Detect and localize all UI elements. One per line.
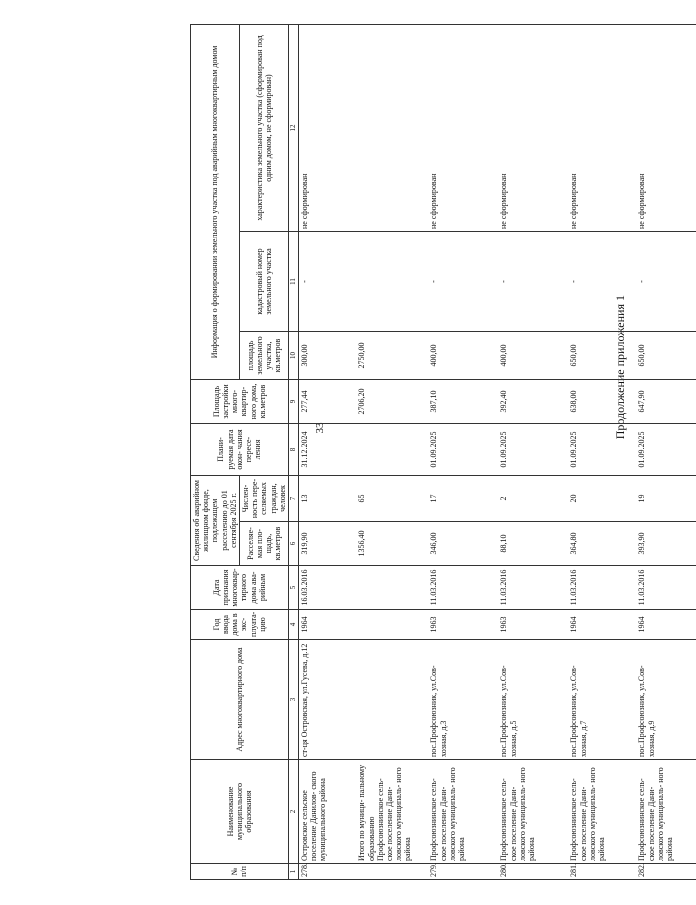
row-municipality: Островское сельское поселение Данилов- ского муниципального района (298, 760, 356, 864)
row-deadline: 01.09.2025 (636, 423, 696, 475)
row-year: 1964 (568, 610, 636, 640)
row-year: 1964 (298, 610, 356, 640)
colnum: 6 (288, 522, 298, 566)
row-cadastral: - (636, 231, 696, 331)
row-cadastral (356, 231, 428, 331)
table-row (428, 24, 498, 879)
row-area: 346,00 (428, 522, 498, 566)
row-deadline: 31.12.2024 (298, 423, 356, 475)
row-cadastral: - (568, 231, 636, 331)
row-people: 13 (298, 475, 356, 521)
row-num: 281. (568, 864, 636, 880)
row-municipality: Итого по муници- пальному образованию Профсоюзнинское сель- ское поселение Дани- ловского муниципаль- ного района (356, 760, 428, 864)
row-municipality: Профсоюзнинское сель- ское поселение Дани- ловского муниципаль- ного района (498, 760, 568, 864)
row-address: пос.Профсоюзник, ул.Сов- хозная, д.9 (636, 640, 696, 760)
row-deadline: 01.09.2025 (568, 423, 636, 475)
row-people: 20 (568, 475, 636, 521)
row-address (356, 640, 428, 760)
header-deadline: Плани- руемая дата окон- чания пересе- ления (191, 423, 289, 475)
row-num: 279. (428, 864, 498, 880)
column-numbers-row (288, 24, 298, 879)
colnum: 7 (288, 475, 298, 521)
colnum: 3 (288, 640, 298, 760)
row-people: 65 (356, 475, 428, 521)
colnum: 8 (288, 423, 298, 475)
table-row (298, 24, 356, 879)
row-recognition-date: 11.03.2016 (428, 566, 498, 610)
page-number: 33 (314, 422, 326, 434)
row-recognition-date: 11.03.2016 (498, 566, 568, 610)
row-land-characteristic: не сформирован (498, 24, 568, 231)
header-area: Расселяе- мая пло- щадь, кв.метров (239, 522, 288, 566)
row-land-area: 400,00 (498, 331, 568, 379)
colnum: 10 (288, 331, 298, 379)
row-recognition-date: 11.03.2016 (636, 566, 696, 610)
colnum: 4 (288, 610, 298, 640)
table-row (498, 24, 568, 879)
row-municipality: Профсоюзнинское сель- ское поселение Дани- ловского муниципаль- ного района (428, 760, 498, 864)
header-people: Числен- ность пере- селяемых граждан, человек (239, 475, 288, 521)
row-area: 319,90 (298, 522, 356, 566)
row-num: 282. (636, 864, 696, 880)
row-municipality: Профсоюзнинское сель- ское поселение Дани- ловского муниципаль- ного района (568, 760, 636, 864)
colnum: 2 (288, 760, 298, 864)
row-deadline: 01.09.2025 (498, 423, 568, 475)
header-year: Год ввода дома в экс- плуата- цию (191, 610, 289, 640)
colnum: 5 (288, 566, 298, 610)
row-build-area: 638,00 (568, 379, 636, 423)
header-build-area: Площадь застройки много- квартир- ного дома, кв.метров (191, 379, 289, 423)
header-recognition-date: Дата признания многоквар- тирного дома ава- рийным (191, 566, 289, 610)
header-cadastral: кадастровый номер земельного участка (239, 231, 288, 331)
row-cadastral: - (298, 231, 356, 331)
row-recognition-date: 16.03.2016 (298, 566, 356, 610)
header-emergency-fund-group: Сведения об аварийном жилищном фонде, подлежащем расселению до 01 сентября 2025 г. (191, 475, 240, 565)
row-people: 19 (636, 475, 696, 521)
row-area: 88,10 (498, 522, 568, 566)
row-year: 1963 (428, 610, 498, 640)
row-people: 17 (428, 475, 498, 521)
row-land-area: 650,00 (636, 331, 696, 379)
row-land-area: 2750,00 (356, 331, 428, 379)
continuation-caption: Продолжение приложения 1 (613, 295, 627, 440)
colnum: 11 (288, 231, 298, 331)
row-area: 364,80 (568, 522, 636, 566)
table-row-total (356, 24, 428, 879)
row-area: 393,90 (636, 522, 696, 566)
row-deadline: 01.09.2025 (428, 423, 498, 475)
row-land-area: 300,00 (298, 331, 356, 379)
housing-register-table (190, 24, 696, 880)
row-build-area: 2706,20 (356, 379, 428, 423)
row-address: пос.Профсоюзник, ул.Сов- хозная, д.5 (498, 640, 568, 760)
row-land-area: 650,00 (568, 331, 636, 379)
colnum: 9 (288, 379, 298, 423)
row-land-characteristic: не сформирован (298, 24, 356, 231)
row-address: пос.Профсоюзник, ул.Сов- хозная, д.3 (428, 640, 498, 760)
row-address: пос.Профсоюзник, ул.Сов- хозная, д.7 (568, 640, 636, 760)
row-recognition-date: 11.03.2016 (568, 566, 636, 610)
row-build-area: 277,44 (298, 379, 356, 423)
row-year (356, 610, 428, 640)
row-year: 1963 (498, 610, 568, 640)
row-build-area: 392,40 (498, 379, 568, 423)
row-address: ст-ця Островская, ул.Гусева, д.12 (298, 640, 356, 760)
row-area: 1356,40 (356, 522, 428, 566)
header-num: № п/п (191, 864, 289, 880)
row-num: 280. (498, 864, 568, 880)
colnum: 1 (288, 864, 298, 880)
row-num (356, 864, 428, 880)
header-land-area: площадь земельного участка, кв.метров (239, 331, 288, 379)
colnum: 12 (288, 24, 298, 231)
row-year: 1964 (636, 610, 696, 640)
header-land-characteristic: характеристика земельного участка (сформирован под одним домом, не сформирован) (239, 24, 288, 231)
row-land-characteristic: не сформирован (428, 24, 498, 231)
row-cadastral: - (428, 231, 498, 331)
row-cadastral: - (498, 231, 568, 331)
row-land-characteristic (356, 24, 428, 231)
row-num: 278. (298, 864, 356, 880)
row-build-area: 647,90 (636, 379, 696, 423)
row-people: 2 (498, 475, 568, 521)
row-land-characteristic: не сформирован (636, 24, 696, 231)
header-land-group: Информация о формировании земельного участка под аварийным многоквартирным домом (191, 24, 240, 379)
row-build-area: 387,10 (428, 379, 498, 423)
table-row (568, 24, 636, 879)
row-municipality: Профсоюзнинское сель- ское поселение Дани- ловского муниципаль- ного района (636, 760, 696, 864)
row-deadline (356, 423, 428, 475)
row-land-characteristic: не сформирован (568, 24, 636, 231)
table-row (636, 24, 696, 879)
row-recognition-date (356, 566, 428, 610)
row-land-area: 400,00 (428, 331, 498, 379)
header-address: Адрес многоквартирного дома (191, 640, 289, 760)
header-municipality: Наименование муниципального образования (191, 760, 289, 864)
